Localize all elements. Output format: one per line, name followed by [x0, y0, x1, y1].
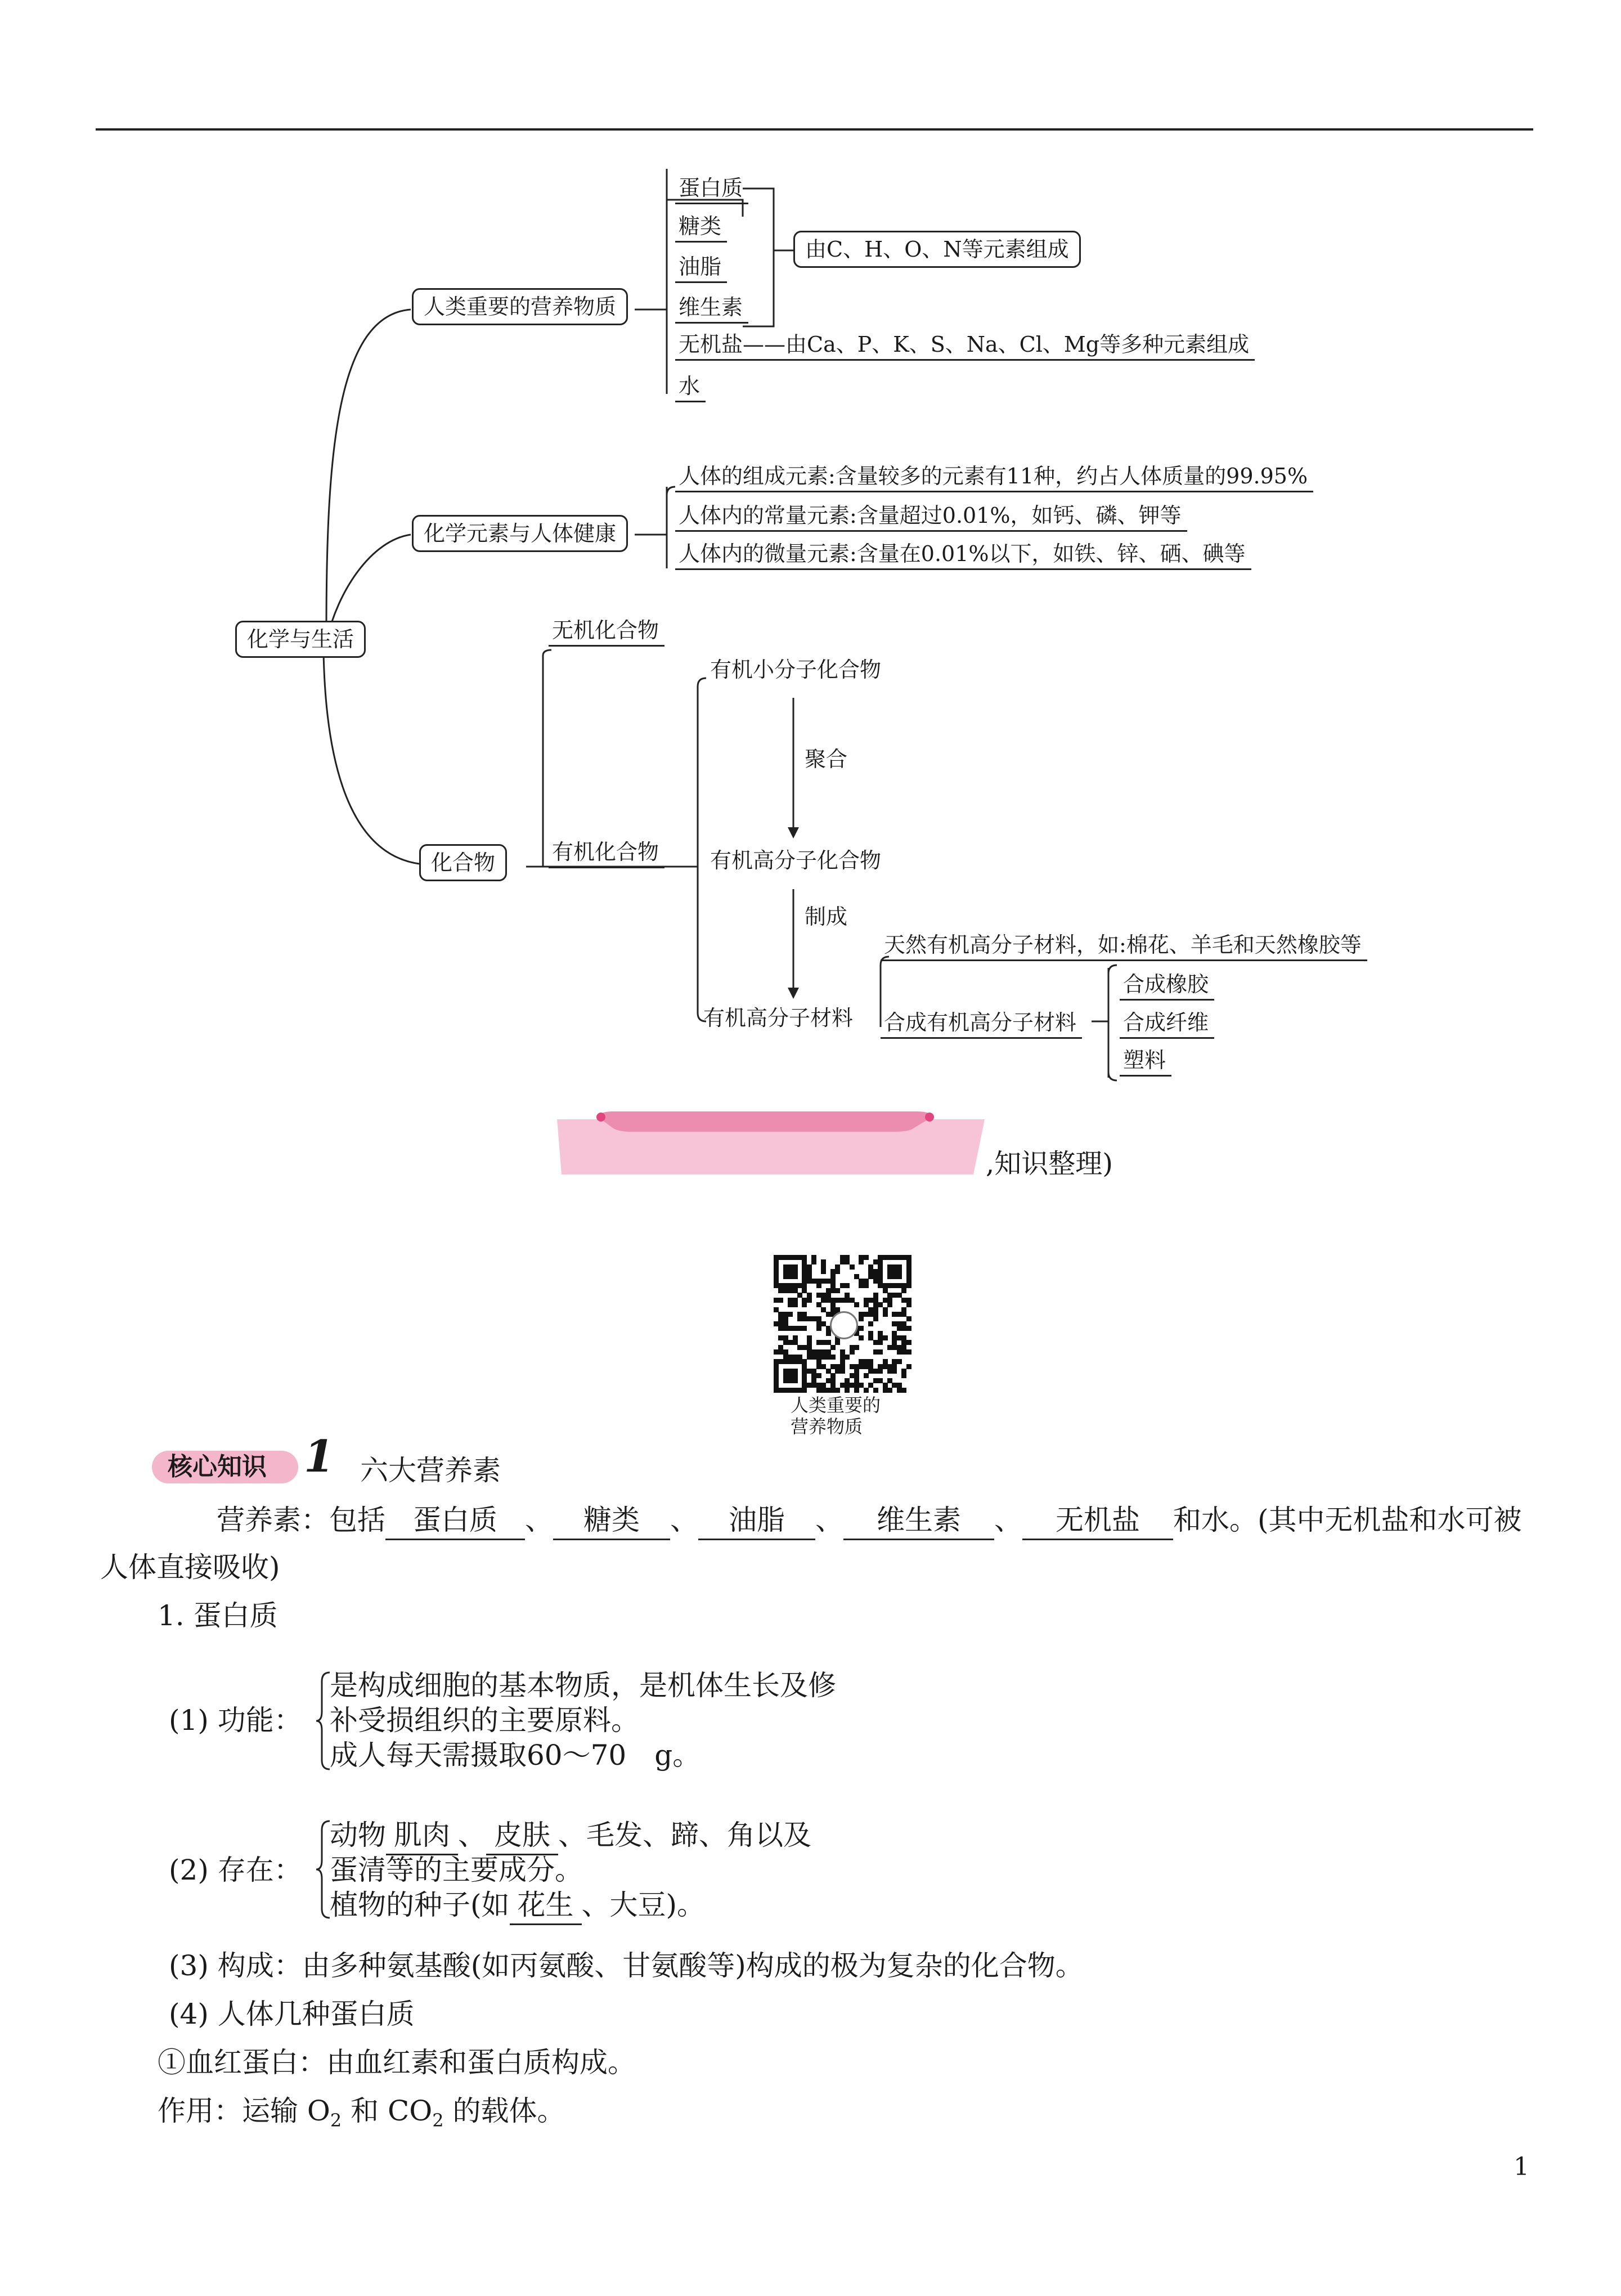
qr-module: [816, 1283, 821, 1288]
function-line-2: 补受损组织的主要原料。: [330, 1704, 639, 1737]
qr-module: [906, 1364, 911, 1369]
structure-line: (3) 构成：由多种氨基酸(如丙氨酸、甘氨酸等)构成的极为复杂的化合物。: [169, 1949, 1084, 1982]
exist-label: (2) 存在：: [169, 1854, 302, 1886]
exist-line3-suffix: 、大豆)。: [581, 1889, 706, 1921]
qr-module: [830, 1355, 836, 1360]
organic-materials: 有机高分子材料: [703, 1006, 854, 1030]
function-line-1: 是构成细胞的基本物质，是机体生长及修: [330, 1669, 836, 1702]
qr-module: [883, 1312, 888, 1317]
role-suffix: 的载体。: [443, 2095, 565, 2127]
qr-module: [854, 1388, 859, 1393]
qr-module: [901, 1288, 906, 1293]
qr-module: [840, 1369, 845, 1374]
exist-line-2: 蛋清等的主要成分。: [330, 1854, 583, 1886]
qr-module: [878, 1349, 883, 1355]
qr-module: [835, 1269, 840, 1274]
intro-suffix: 和水。(其中无机盐和水可被: [1173, 1504, 1522, 1536]
blank-sugar: 糖类: [553, 1501, 670, 1540]
qr-module: [845, 1283, 850, 1288]
blank-muscle: 肌肉: [386, 1817, 458, 1855]
exist-line1-prefix: 动物: [330, 1819, 386, 1851]
section-badge: 核心知识: [168, 1452, 267, 1481]
qr-module: [906, 1340, 911, 1345]
synthetic-fiber: 合成纤维: [1120, 1009, 1214, 1039]
qr-module: [887, 1388, 892, 1393]
blank-vitamin: 维生素: [843, 1501, 994, 1540]
qr-logo: [830, 1311, 858, 1339]
node-compounds: 化合物: [419, 844, 507, 881]
qr-module: [778, 1298, 783, 1303]
qr-module: [859, 1326, 864, 1331]
qr-module: [793, 1302, 798, 1307]
exist-line-3: [330, 1886, 705, 1925]
make-label: 制成: [805, 904, 848, 929]
qr-module: [864, 1255, 869, 1260]
qr-module: [807, 1298, 812, 1303]
mindmap-root: 化学与生活: [235, 621, 366, 658]
intro-line2: 人体直接吸收): [100, 1551, 280, 1584]
blank-peanut: 花生: [510, 1886, 582, 1925]
qr-module: [793, 1274, 798, 1279]
node-elements: 化学元素与人体健康: [412, 515, 628, 552]
blank-salt: 无机盐: [1022, 1501, 1173, 1540]
qr-module: [906, 1326, 911, 1331]
function-line-3: 成人每天需摄取60～70 g。: [330, 1739, 701, 1772]
nutrient-inorganic-salt: 无机盐——由Ca、P、K、S、Na、Cl、Mg等多种元素组成: [675, 331, 1255, 361]
qr-module: [883, 1335, 888, 1340]
qr-module: [835, 1388, 840, 1393]
polymerize-label: 聚合: [805, 747, 848, 772]
qr-module: [830, 1345, 836, 1350]
co2-subscript: 2: [432, 2110, 444, 2131]
pink-banner: [551, 1111, 990, 1179]
natural-materials: 天然有机高分子材料，如:棉花、羊毛和天然橡胶等: [881, 931, 1367, 961]
qr-module: [854, 1302, 859, 1307]
qr-module: [906, 1316, 911, 1321]
o2-subscript: 2: [330, 2110, 342, 2131]
qr-module: [892, 1369, 897, 1374]
banner-suffix: ,知识整理): [986, 1148, 1113, 1180]
qr-module: [802, 1302, 807, 1307]
qr-module: [906, 1283, 911, 1288]
role-mid: 和 CO: [342, 2095, 433, 2127]
role-line: [158, 2092, 565, 2139]
organic-macromolecule: 有机高分子化合物: [710, 848, 882, 873]
exist-line1-suffix: 、毛发、蹄、角以及: [558, 1819, 811, 1851]
qr-module: [897, 1359, 902, 1364]
nutrient-vitamin: 维生素: [675, 294, 748, 324]
element-composition: 人体的组成元素:含量较多的元素有11种，约占人体质量的99.95%: [675, 463, 1313, 492]
qr-module: [906, 1302, 911, 1307]
section-number: 1: [304, 1431, 335, 1482]
sep-1: 、: [525, 1504, 553, 1536]
qr-module: [835, 1340, 840, 1345]
element-macro: 人体内的常量元素:含量超过0.01%，如钙、磷、钾等: [675, 502, 1187, 532]
qr-module: [873, 1316, 878, 1321]
synthetic-rubber: 合成橡胶: [1120, 971, 1214, 1001]
qr-module: [873, 1388, 878, 1393]
qr-module: [816, 1373, 821, 1378]
qr-module: [901, 1388, 906, 1393]
node-nutrients: 人类重要的营养物质: [412, 288, 628, 325]
nutrient-fat: 油脂: [675, 253, 727, 283]
blank-fat: 油脂: [698, 1501, 815, 1540]
qr-module: [859, 1316, 864, 1321]
qr-module: [793, 1378, 798, 1383]
organic-small-molecule: 有机小分子化合物: [710, 657, 882, 682]
qr-module: [887, 1302, 892, 1307]
page-number: 1: [1514, 2152, 1529, 2181]
sep-3: 、: [815, 1504, 843, 1536]
qr-caption-line2: 营养物质: [791, 1416, 863, 1437]
qr-module: [816, 1326, 821, 1331]
qr-module: [811, 1259, 816, 1264]
heading-protein: 1. 蛋白质: [158, 1599, 278, 1632]
qr-module: [845, 1388, 850, 1393]
intro-line: [217, 1501, 1522, 1540]
qr-module: [850, 1349, 855, 1355]
qr-module: [859, 1259, 864, 1264]
qr-module: [878, 1369, 883, 1374]
hemoglobin-line: ①血红蛋白：由血红素和蛋白质构成。: [158, 2046, 636, 2079]
organic-compound: 有机化合物: [549, 838, 664, 868]
function-label: (1) 功能：: [169, 1704, 302, 1737]
blank-protein: 蛋白质: [385, 1501, 525, 1540]
sep-4: 、: [994, 1504, 1022, 1536]
role-prefix: 作用：运输 O: [158, 2095, 330, 2127]
qr-module: [897, 1274, 902, 1279]
section-title: 六大营养素: [360, 1454, 501, 1487]
exist-line3-prefix: 植物的种子(如: [330, 1889, 510, 1921]
nutrient-protein: 蛋白质: [675, 174, 748, 204]
qr-module: [906, 1349, 911, 1355]
qr-module: [864, 1283, 869, 1288]
sep-2: 、: [670, 1504, 698, 1536]
blank-skin: 皮肤: [486, 1817, 558, 1855]
qr-module: [864, 1373, 869, 1378]
qr-module: [864, 1388, 869, 1393]
qr-module: [850, 1264, 855, 1270]
qr-module: [878, 1340, 883, 1345]
qr-module: [802, 1326, 807, 1331]
qr-module: [788, 1312, 793, 1317]
synthetic-materials: 合成有机高分子材料: [881, 1009, 1082, 1039]
nutrient-water: 水: [675, 373, 706, 402]
qr-module: [901, 1373, 906, 1378]
qr-module: [826, 1331, 831, 1336]
qr-module: [859, 1335, 864, 1340]
inorganic-compound: 无机化合物: [549, 617, 664, 647]
intro-prefix: 营养素：包括: [217, 1504, 385, 1536]
element-trace: 人体内的微量元素:含量在0.01%以下，如铁、锌、硒、碘等: [675, 540, 1251, 570]
qr-module: [868, 1321, 873, 1326]
qr-module: [845, 1355, 850, 1360]
nutrient-group-note: 由C、H、O、N等元素组成: [793, 231, 1081, 268]
qr-caption-line1: 人类重要的: [791, 1394, 881, 1416]
plastic: 塑料: [1120, 1047, 1171, 1077]
qr-module: [835, 1288, 840, 1293]
nutrient-sugar: 糖类: [675, 213, 727, 243]
several-proteins: (4) 人体几种蛋白质: [169, 1998, 415, 2030]
qr-module: [802, 1388, 807, 1393]
qr-module: [821, 1269, 826, 1274]
sep-5: 、: [458, 1819, 486, 1851]
exist-line-1: [330, 1817, 811, 1855]
qr-module: [854, 1345, 859, 1350]
